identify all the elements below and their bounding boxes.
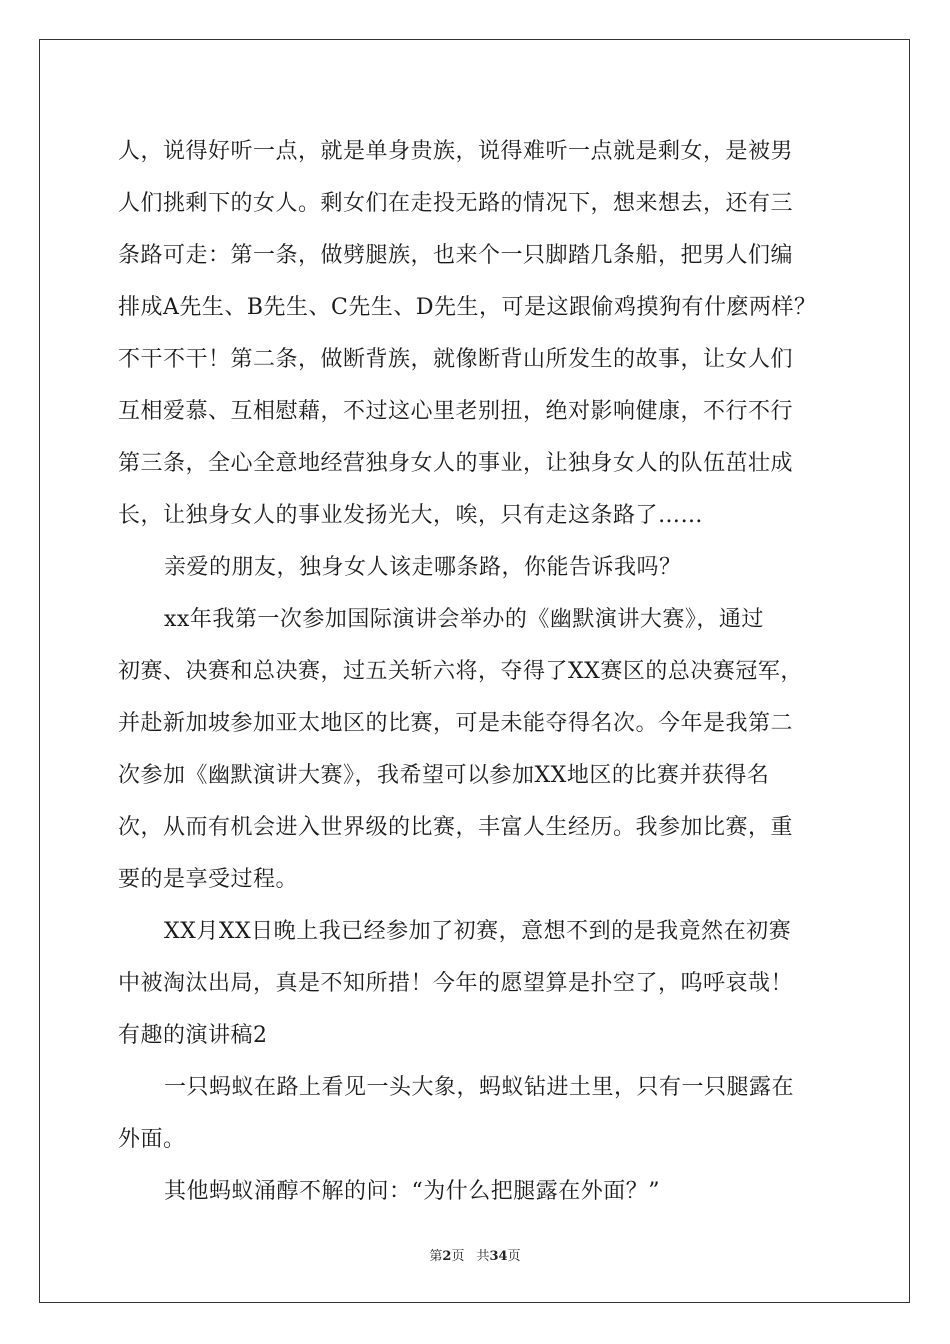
text-line: 第三条，全心全意地经营独身女人的事业，让独身女人的队伍茁壮成 xyxy=(118,451,794,476)
text-line: 互相爱慕、互相慰藉，不过这心里老别扭，绝对影响健康，不行不行 xyxy=(118,399,794,424)
paragraph-start: 亲爱的朋友，独身女人该走哪条路，你能告诉我吗？ xyxy=(164,555,682,580)
text-line: 人们挑剩下的女人。剩女们在走投无路的情况下，想来想去，还有三 xyxy=(118,191,794,216)
text-line: 初赛、决赛和总决赛，过五关斩六将，夺得了XX赛区的总决赛冠军， xyxy=(118,659,803,684)
text-line: 不干不干！第二条，做断背族，就像断背山所发生的故事，让女人们 xyxy=(118,347,794,372)
text-line: 中被淘汰出局，真是不知所措！今年的愿望算是扑空了，呜呼哀哉！ xyxy=(118,971,794,996)
text-line: 要的是享受过程。 xyxy=(118,867,299,892)
page-number: 2 xyxy=(442,1249,452,1264)
page-unit: 页 xyxy=(451,1249,465,1264)
page-prefix: 第 xyxy=(429,1249,443,1264)
paragraph-start: 其他蚂蚁涌醇不解的问：“为什么把腿露在外面？” xyxy=(164,1179,660,1204)
text-line: 条路可走：第一条，做劈腿族，也来个一只脚踏几条船，把男人们编 xyxy=(118,243,794,268)
paragraph-start: 一只蚂蚁在路上看见一头大象，蚂蚁钻进土里，只有一只腿露在 xyxy=(164,1075,795,1100)
text-line: 次，从而有机会进入世界级的比赛，丰富人生经历。我参加比赛，重 xyxy=(118,815,794,840)
total-pages: 34 xyxy=(489,1249,508,1264)
text-line: 外面。 xyxy=(118,1127,186,1152)
document-body xyxy=(118,126,838,1218)
total-prefix: 共 xyxy=(476,1249,490,1264)
text-line: 长，让独身女人的事业发扬光大，唉，只有走这条路了…… xyxy=(118,503,704,528)
text-line: 次参加《幽默演讲大赛》，我希望可以参加XX地区的比赛并获得名 xyxy=(118,763,770,788)
page-footer xyxy=(0,1245,950,1264)
paragraph-start: xx年我第一次参加国际演讲会举办的《幽默演讲大赛》，通过 xyxy=(164,607,764,632)
text-line: 并赴新加坡参加亚太地区的比赛，可是未能夺得名次。今年是我第二 xyxy=(118,711,794,736)
text-line: 人，说得好听一点，就是单身贵族，说得难听一点就是剩女，是被男 xyxy=(118,139,794,164)
section-heading: 有趣的演讲稿2 xyxy=(118,1023,268,1048)
text-line: 排成A先生、B先生、C先生、D先生，可是这跟偷鸡摸狗有什麽两样？ xyxy=(118,295,817,320)
paragraph-start: XX月XX日晚上我已经参加了初赛，意想不到的是我竟然在初赛 xyxy=(164,919,792,944)
total-unit: 页 xyxy=(507,1249,521,1264)
